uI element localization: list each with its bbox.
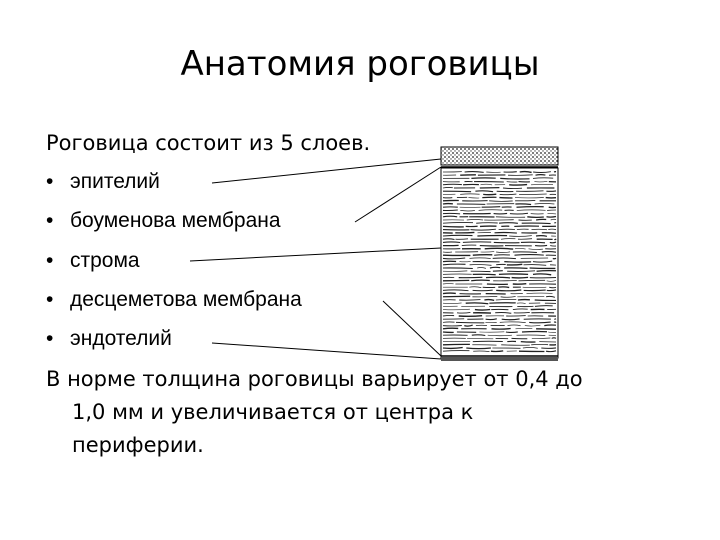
stroma-fiber xyxy=(466,348,491,349)
layer-label: десцеметова мембрана xyxy=(70,288,302,311)
leader-line-descemet xyxy=(383,301,441,356)
stroma-fiber xyxy=(471,280,490,281)
bullet: • xyxy=(46,288,54,311)
layer-label: эпителий xyxy=(70,170,160,193)
stroma-fiber xyxy=(547,217,557,218)
stroma-fiber xyxy=(475,310,490,311)
stroma-fiber xyxy=(459,316,482,317)
slide-title: Анатомия роговицы xyxy=(180,44,540,84)
stroma-fiber xyxy=(443,293,456,294)
footer-line-3: периферии. xyxy=(72,433,204,457)
stroma-fiber xyxy=(554,322,556,323)
stroma-fiber xyxy=(544,325,556,326)
stroma-fiber xyxy=(443,315,454,316)
stroma-fiber xyxy=(522,223,551,224)
stroma-fiber xyxy=(500,178,529,179)
stroma-fiber xyxy=(524,290,546,291)
stroma-fiber xyxy=(443,242,460,243)
bullet: • xyxy=(46,327,54,350)
stroma-fiber xyxy=(490,267,500,268)
stroma-fiber xyxy=(471,178,495,179)
layer-label: строма xyxy=(70,249,140,272)
stroma-fiber xyxy=(499,223,518,224)
stroma-fiber xyxy=(536,175,546,176)
stroma-fiber xyxy=(443,264,466,265)
stroma-fiber xyxy=(443,226,464,227)
stroma-fiber xyxy=(491,351,503,352)
stroma-fiber xyxy=(495,233,517,234)
stroma-fiber xyxy=(443,296,470,297)
leader-line-endothelium xyxy=(212,343,441,359)
stroma-fiber xyxy=(536,236,547,237)
stroma-fiber xyxy=(527,217,544,218)
endothelium-layer xyxy=(441,357,558,361)
stroma-fiber xyxy=(443,216,457,217)
stroma-fiber xyxy=(519,280,546,281)
footer-line-2: 1,0 мм и увеличивается от центра к xyxy=(72,400,474,424)
intro-text: Роговица состоит из 5 слоев. xyxy=(46,131,371,155)
stroma-fiber xyxy=(504,268,527,269)
stroma-fiber xyxy=(443,191,471,192)
stroma-fiber xyxy=(536,219,546,220)
stroma-fiber xyxy=(521,242,545,243)
stroma-fiber xyxy=(456,322,484,323)
stroma-fiber xyxy=(462,245,477,246)
stroma-fiber xyxy=(459,300,480,301)
stroma-fiber xyxy=(517,207,544,208)
bullet: • xyxy=(46,170,54,193)
bullet: • xyxy=(46,249,54,272)
stroma-fiber xyxy=(486,277,510,278)
stroma-fiber xyxy=(443,268,473,269)
stroma-fiber xyxy=(554,223,556,224)
leader-line-epithelium xyxy=(212,159,441,183)
stroma-fiber xyxy=(542,252,556,253)
stroma-fiber xyxy=(498,287,509,288)
stroma-fiber xyxy=(503,188,522,189)
leader-line-stroma xyxy=(190,248,441,261)
stroma-fiber xyxy=(506,332,518,333)
stroma-fiber xyxy=(482,207,501,208)
stroma-fiber xyxy=(504,262,531,263)
layer-label: эндотелий xyxy=(70,327,172,350)
bullet: • xyxy=(46,209,54,232)
stroma-fiber xyxy=(492,329,511,330)
stroma-fiber xyxy=(549,287,556,288)
stroma-fiber xyxy=(552,338,556,339)
epithelium-layer xyxy=(441,147,558,165)
stroma-fiber xyxy=(507,264,523,265)
stroma-fiber xyxy=(476,223,498,224)
stroma-fiber xyxy=(443,328,458,329)
stroma-fiber xyxy=(515,204,531,205)
stroma-fiber xyxy=(493,271,503,272)
stroma-fiber xyxy=(537,271,556,272)
stroma-fiber xyxy=(535,245,547,246)
layer-label: боуменова мембрана xyxy=(70,209,281,232)
stroma-fiber xyxy=(485,248,514,249)
stroma-fiber xyxy=(512,277,528,278)
footer-line-1: В норме толщина роговицы варьирует от 0,4 до xyxy=(46,367,583,391)
stroma-fiber xyxy=(494,213,508,214)
leader-line-bowman xyxy=(355,167,441,222)
